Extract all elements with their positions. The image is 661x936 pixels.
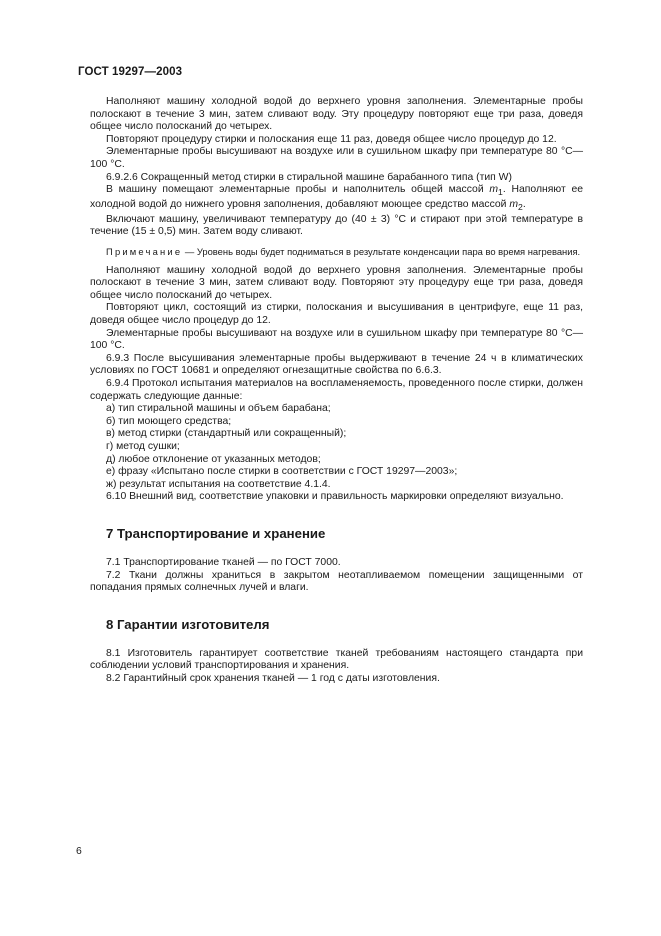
section-7-heading: 7 Транспортирование и хранение bbox=[106, 525, 326, 541]
paragraph-rinse-2: Наполняют машину холодной водой до верхнего уровня заполнения. Элементарные пробы полоскают в течение 3 мин, затем сливают воду. Повторяют эту процедуру еще три раза, доведя общее число полосканий до четырех. bbox=[90, 264, 583, 301]
note bbox=[90, 246, 583, 258]
clause-7-2: 7.2 Ткани должны храниться в закрытом неотапливаемом помещении защищенными от попадания прямых солнечных лучей и влаги. bbox=[90, 569, 583, 594]
load-text-a: В машину помещают элементарные пробы и наполнитель общей массой bbox=[106, 184, 490, 196]
list-item: в) метод стирки (стандартный или сокращенный); bbox=[106, 428, 347, 440]
mass-m1-subscript: 1 bbox=[498, 187, 503, 198]
paragraph-heat-wash: Включают машину, увеличивают температуру до (40 ± 3) °С и стирают при этой температуре в течение (15 ± 0,5) мин. Затем воду сливают. bbox=[90, 213, 583, 238]
clause-7-1: 7.1 Транспортирование тканей — по ГОСТ 7000. bbox=[106, 556, 341, 568]
list-item: б) тип моющего средства; bbox=[106, 415, 232, 427]
page-body bbox=[90, 96, 583, 686]
paragraph-dry-2: Элементарные пробы высушивают на воздухе или в сушильном шкафу при температуре 80 °С—100 °С. bbox=[90, 327, 583, 352]
clause-8-2: 8.2 Гарантийный срок хранения тканей — 1 год с даты изготовления. bbox=[106, 672, 440, 684]
paragraph-rinse-1: Наполняют машину холодной водой до верхнего уровня заполнения. Элементарные пробы полоскают в течение 3 мин, затем сливают воду. Эту процедуру повторяют еще три раза, доведя общее число полосканий до четырех. bbox=[90, 96, 583, 133]
paragraph-dry-1: Элементарные пробы высушивают на воздухе или в сушильном шкафу при температуре 80 °С—100 °С. bbox=[90, 146, 583, 170]
list-item: ж) результат испытания на соответствие 4.1.4. bbox=[106, 478, 331, 490]
mass-m2-subscript: 2 bbox=[518, 201, 523, 212]
clause-6-10: 6.10 Внешний вид, соответствие упаковки и правильность маркировки определяют визуально. bbox=[106, 491, 564, 503]
clause-6-9-2-6: 6.9.2.6 Сокращенный метод стирки в стиральной машине барабанного типа (тип W) bbox=[106, 171, 512, 183]
paragraph-repeat-wash: Повторяют процедуру стирки и полоскания еще 11 раз, доведя общее число процедур до 12. bbox=[106, 133, 557, 145]
note-text: — Уровень воды будет подниматься в результате конденсации пара во время нагревания. bbox=[182, 245, 581, 257]
clause-6-9-3: 6.9.3 После высушивания элементарные пробы выдерживают в течение 24 ч в климатических условиях по ГОСТ 10681 и определяют огнезащитные свойства по 6.6.3. bbox=[90, 352, 583, 377]
list-item: е) фразу «Испытано после стирки в соответствии с ГОСТ 19297—2003»; bbox=[106, 466, 458, 478]
list-item: д) любое отклонение от указанных методов; bbox=[106, 453, 321, 465]
note-label: Примечание bbox=[106, 245, 183, 257]
list-item: а) тип стиральной машины и объем барабана; bbox=[106, 403, 331, 415]
load-text-b: . Наполняют ее холодной водой до нижнего уровня заполнения, добавляют моющее средство массой bbox=[90, 184, 583, 210]
clause-8-1: 8.1 Изготовитель гарантирует соответствие тканей требованиям настоящего стандарта при соблюдении условий транспортирования и хранения. bbox=[90, 647, 583, 672]
paragraph-repeat-cycle: Повторяют цикл, состоящий из стирки, полоскания и высушивания в центрифуге, еще 11 раз, доведя общее число процедур до 12. bbox=[90, 302, 583, 327]
mass-m2-symbol: m bbox=[509, 198, 519, 210]
paragraph-load-machine bbox=[90, 184, 583, 213]
document-header: ГОСТ 19297—2003 bbox=[78, 66, 183, 78]
load-text-c: . bbox=[522, 198, 526, 210]
section-8-heading: 8 Гарантии изготовителя bbox=[106, 616, 270, 632]
list-item: г) метод сушки; bbox=[106, 441, 180, 452]
clause-6-9-4: 6.9.4 Протокол испытания материалов на воспламеняемость, проведенного после стирки, должен содержать следующие данные: bbox=[90, 378, 583, 402]
mass-m1-symbol: m bbox=[489, 184, 499, 196]
page-number: 6 bbox=[76, 846, 82, 857]
